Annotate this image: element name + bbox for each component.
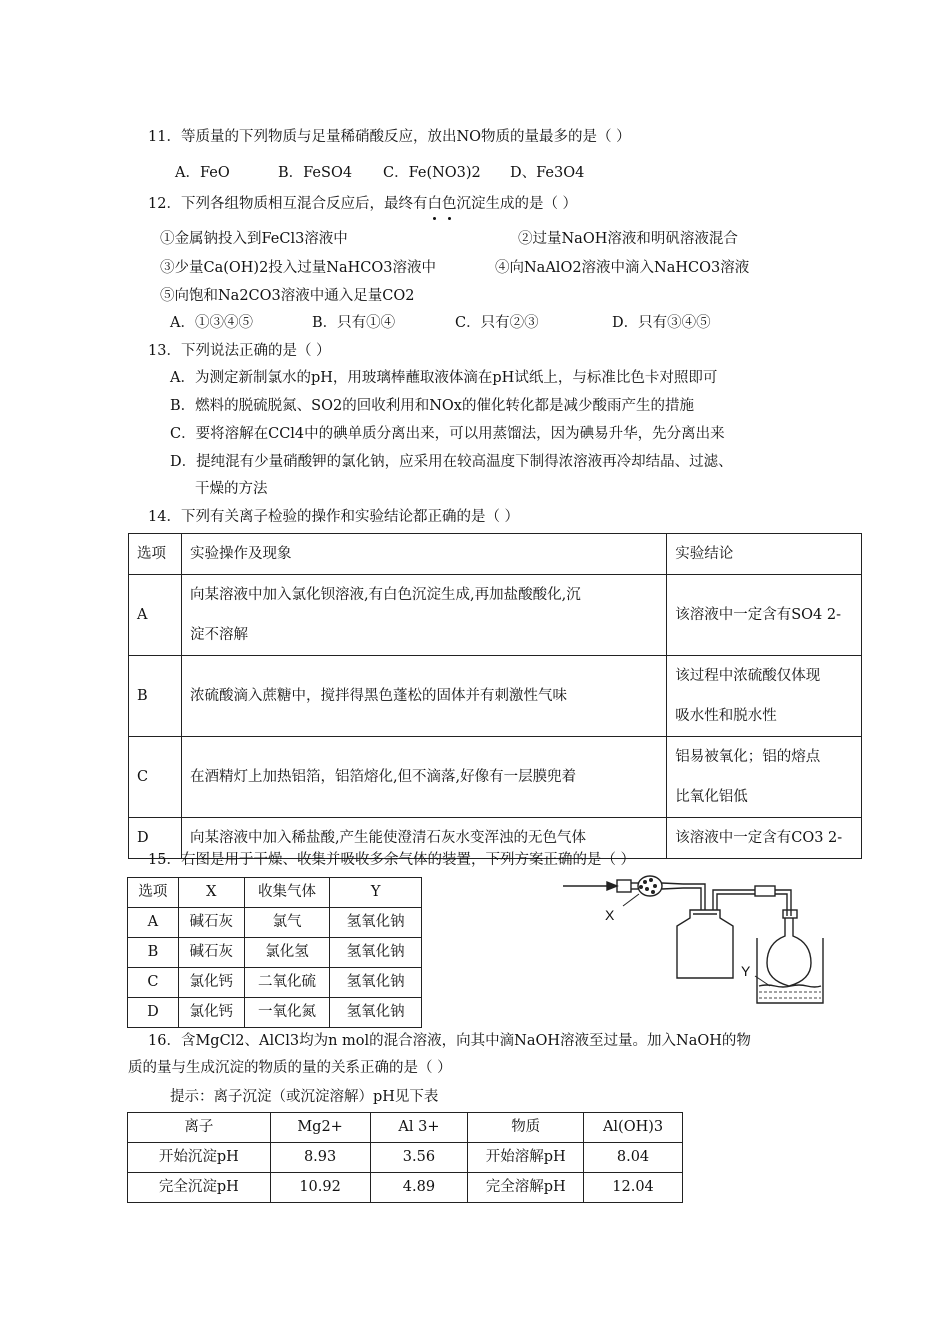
table-cell: 3.56 [370,1143,468,1173]
table-header-cell: 实验结论 [667,534,862,575]
label-x: X [605,907,615,923]
q15-table [127,877,422,1028]
table-row [129,737,862,818]
conclusion-cell: 该溶液中一定含有CO3 2- [667,818,862,859]
table-header-cell: 离子 [128,1113,271,1143]
table-cell: 8.93 [270,1143,370,1173]
q16-hint: 提示：离子沉淀（或沉淀溶解）pH见下表 [170,1089,439,1105]
conclusion-text: 该过程中浓硫酸仅体现 [675,668,821,684]
table-row [128,968,422,998]
table-cell: 氯化氢 [244,938,330,968]
table-header-row [129,534,862,575]
table-cell: 一氧化氮 [244,998,330,1028]
table-cell: D [128,998,179,1028]
q12-option-b: B．只有①④ [312,315,396,331]
table-cell: 开始溶解pH [468,1143,584,1173]
conclusion-cell [667,737,862,818]
table-row [129,575,862,656]
table-cell: B [128,938,179,968]
q16-stem-line1: 16．含MgCl2、AlCl3均为n mol的混合溶液，向其中滴NaOH溶液至过量。加入NaOH的物 [148,1033,751,1049]
table-header-cell: 选项 [129,534,182,575]
table-cell: 二氧化硫 [244,968,330,998]
table-header-cell: 实验操作及现象 [181,534,666,575]
table-row [128,908,422,938]
operation-text: 向某溶液中加入氯化钡溶液,有白色沉淀生成,再加盐酸酸化,沉 [189,587,581,603]
q11-option-a: A．FeO [175,165,230,181]
table-cell: 12.04 [584,1173,683,1203]
q15-stem: 15．右图是用于干燥、收集并吸收多余气体的装置，下列方案正确的是（ ） [148,852,636,868]
q12-option-c: C．只有②③ [455,315,539,331]
q12-option-a: A．①③④⑤ [170,315,253,331]
table-cell: 碱石灰 [178,908,244,938]
table-cell: A [128,908,179,938]
q12-statement-1: ①金属钠投入到FeCl3溶液中 [160,231,348,247]
table-row [128,1173,683,1203]
q16-table [127,1112,683,1203]
q12-stem-post: 沉淀生成的是（ ） [456,196,578,212]
table-cell: 开始沉淀pH [128,1143,271,1173]
table-cell: 氯化钙 [178,968,244,998]
option-cell: B [129,656,182,737]
q13-option-d-line2: 干燥的方法 [195,481,268,497]
table-cell: 氢氧化钠 [330,998,422,1028]
table-header-row [128,1113,683,1143]
table-cell: 10.92 [270,1173,370,1203]
q14-stem: 14．下列有关离子检验的操作和实验结论都正确的是（ ） [148,509,520,525]
table-cell: 氯气 [244,908,330,938]
table-cell: C [128,968,179,998]
q12-stem-pre: 12．下列各组物质相互混合反应后，最终有 [148,196,428,212]
table-cell: 完全溶解pH [468,1173,584,1203]
operation-cell: 浓硫酸滴入蔗糖中，搅拌得黑色蓬松的固体并有刺激性气味 [181,656,666,737]
table-header-cell: 选项 [128,878,179,908]
q14-table [128,533,862,859]
table-header-cell: Mg2+ [270,1113,370,1143]
conclusion-text: 铝易被氧化；铝的熔点 [675,749,821,765]
q12-statement-4: ④向NaAlO2溶液中滴入NaHCO3溶液 [495,260,750,276]
conclusion-cell [667,656,862,737]
table-row [128,938,422,968]
operation-text: 淀不溶解 [189,627,248,643]
table-row [128,998,422,1028]
q13-option-a: A．为测定新制氯水的pH，用玻璃棒蘸取液体滴在pH试纸上，与标准比色卡对照即可 [170,370,718,386]
q11-stem: 11．等质量的下列物质与足量稀硝酸反应，放出NO物质的量最多的是（ ） [148,129,631,145]
q16-stem-line2: 质的量与生成沉淀的物质的量的关系正确的是（ ） [128,1060,452,1076]
q13-stem: 13．下列说法正确的是（ ） [148,343,331,359]
table-row [128,1143,683,1173]
q12-statement-5: ⑤向饱和Na2CO3溶液中通入足量CO2 [160,288,415,304]
table-cell: 4.89 [370,1173,468,1203]
q13-option-b: B．燃料的脱硫脱氮、SO2的回收利用和NOx的催化转化都是减少酸雨产生的措施 [170,398,694,414]
conclusion-text: 比氧化铝低 [675,789,748,805]
table-cell: 氢氧化钠 [330,938,422,968]
q13-option-d-line1: D．提纯混有少量硝酸钾的氯化钠，应采用在较高温度下制得浓溶液再冷却结晶、过滤、 [170,454,733,470]
table-header-cell: 收集气体 [244,878,330,908]
table-row [129,656,862,737]
q11-option-d: D、Fe3O4 [510,165,585,181]
conclusion-text: 吸水性和脱水性 [675,708,777,724]
q12-option-d: D．只有③④⑤ [612,315,711,331]
q12-stem [148,194,577,214]
operation-cell [181,575,666,656]
q11-option-b: B．FeSO4 [278,165,353,181]
table-header-cell: Al(OH)3 [584,1113,683,1143]
table-cell: 8.04 [584,1143,683,1173]
option-cell: A [129,575,182,656]
table-header-cell: Y [330,878,422,908]
q12-emphasis-1: 白 [427,196,442,212]
table-cell: 氢氧化钠 [330,968,422,998]
table-header-cell: X [178,878,244,908]
table-header-row [128,878,422,908]
table-cell: 碱石灰 [178,938,244,968]
table-cell: 氢氧化钠 [330,908,422,938]
operation-cell: 向某溶液中加入稀盐酸,产生能使澄清石灰水变浑浊的无色气体 [181,818,666,859]
option-cell: C [129,737,182,818]
option-cell: D [129,818,182,859]
operation-cell: 在酒精灯上加热铝箔，铝箔熔化,但不滴落,好像有一层膜兜着 [181,737,666,818]
q12-statement-2: ②过量NaOH溶液和明矾溶液混合 [518,231,738,247]
conclusion-cell: 该溶液中一定含有SO4 2- [667,575,862,656]
q12-statement-3: ③少量Ca(OH)2投入过量NaHCO3溶液中 [160,260,436,276]
q13-option-c: C．要将溶解在CCl4中的碘单质分离出来，可以用蒸馏法，因为碘易升华，先分离出来 [170,426,725,442]
q12-emphasis-2: 色 [441,196,457,212]
table-header-cell: 物质 [468,1113,584,1143]
q11-option-c: C．Fe(NO3)2 [383,165,481,181]
table-cell: 完全沉淀pH [128,1173,271,1203]
gas-apparatus-diagram [555,868,835,1018]
label-y: Y [741,963,751,979]
table-header-cell: Al 3+ [370,1113,468,1143]
table-cell: 氯化钙 [178,998,244,1028]
